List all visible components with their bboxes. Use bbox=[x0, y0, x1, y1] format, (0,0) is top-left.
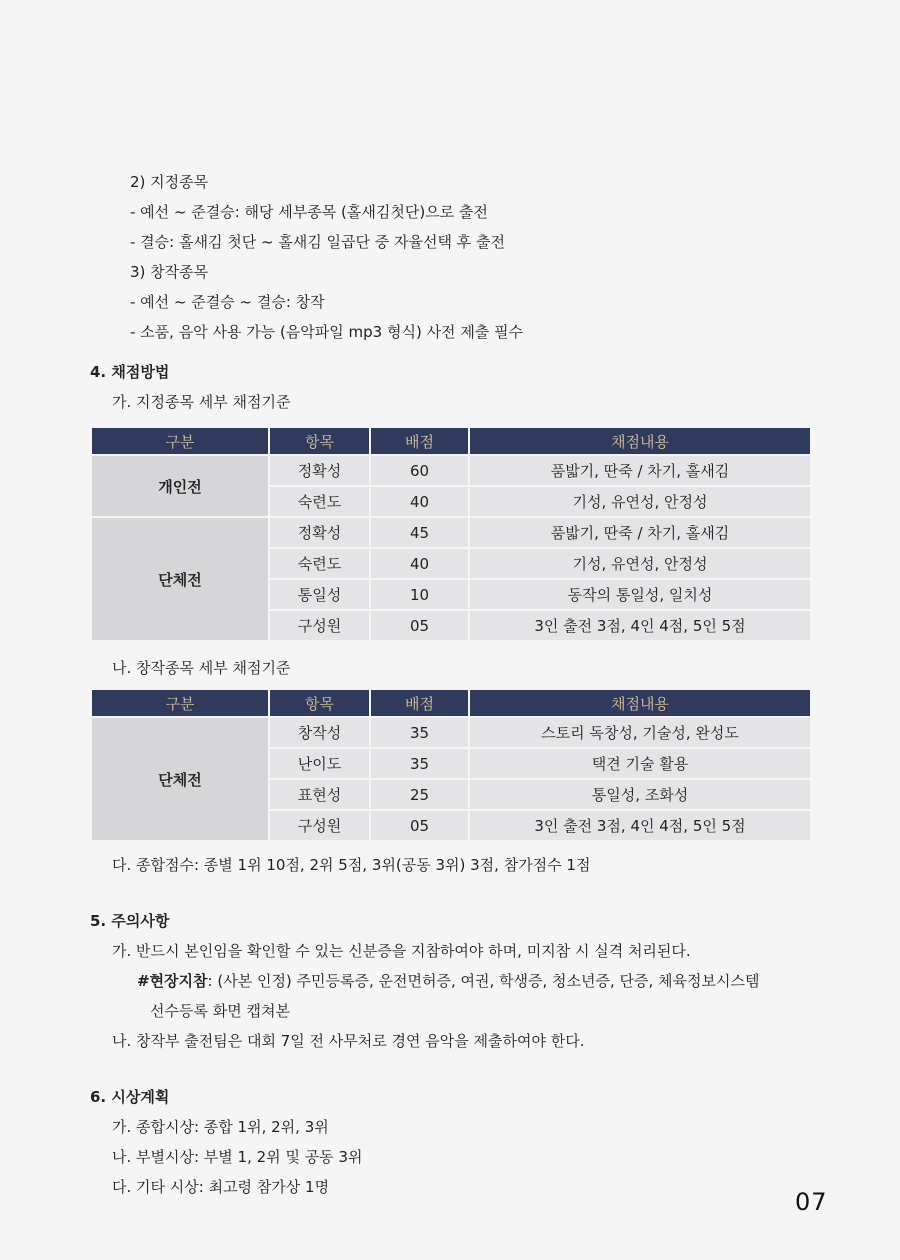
scoring-sub-b: 나. 창작종목 세부 채점기준 bbox=[112, 659, 291, 677]
awards-overall: 가. 종합시상: 종합 1위, 2위, 3위 bbox=[112, 1118, 329, 1136]
row-item: 표현성 bbox=[270, 780, 369, 809]
scoring-heading: 4. 채점방법 bbox=[90, 363, 170, 381]
row-item: 숙련도 bbox=[270, 487, 369, 516]
table-row bbox=[92, 456, 810, 485]
table-row bbox=[92, 518, 810, 547]
row-content: 스토리 독창성, 기술성, 완성도 bbox=[470, 718, 810, 747]
row-score: 05 bbox=[371, 811, 468, 840]
notes-id-requirement: 가. 반드시 본인임을 확인할 수 있는 신분증을 지참하여야 하며, 미지참 시 실격 처리된다. bbox=[112, 942, 691, 960]
header-content: 채점내용 bbox=[470, 428, 810, 454]
notes-onsite-docs bbox=[137, 971, 760, 991]
row-item: 구성원 bbox=[270, 811, 369, 840]
header-category: 구분 bbox=[92, 428, 268, 454]
awards-heading: 6. 시상계획 bbox=[90, 1088, 170, 1106]
row-content: 택견 기술 활용 bbox=[470, 749, 810, 778]
creative-props-rule: - 소품, 음악 사용 가능 (음악파일 mp3 형식) 사전 제출 필수 bbox=[130, 323, 524, 341]
scoring-sub-a: 가. 지정종목 세부 채점기준 bbox=[112, 393, 291, 411]
awards-other: 다. 기타 시상: 최고령 참가상 1명 bbox=[112, 1178, 330, 1196]
header-item: 항목 bbox=[270, 428, 369, 454]
row-content: 품밟기, 딴죽 / 차기, 홀새김 bbox=[470, 456, 810, 485]
row-item: 정확성 bbox=[270, 518, 369, 547]
creative-scoring-table bbox=[90, 688, 812, 842]
row-score: 10 bbox=[371, 580, 468, 609]
table-header-row bbox=[92, 690, 810, 716]
row-item: 숙련도 bbox=[270, 549, 369, 578]
onsite-text: : (사본 인정) 주민등록증, 운전면허증, 여권, 학생증, 청소년증, 단증, 체육정보시스템 bbox=[207, 972, 760, 990]
row-item: 구성원 bbox=[270, 611, 369, 640]
designated-scoring-table bbox=[90, 426, 812, 642]
row-content: 3인 출전 3점, 4인 4점, 5인 5점 bbox=[470, 811, 810, 840]
table-row bbox=[92, 718, 810, 747]
row-item: 정확성 bbox=[270, 456, 369, 485]
row-item: 통일성 bbox=[270, 580, 369, 609]
group-team: 단체전 bbox=[92, 718, 268, 840]
page-number: 07 bbox=[795, 1188, 828, 1216]
row-content: 동작의 통일성, 일치성 bbox=[470, 580, 810, 609]
group-individual: 개인전 bbox=[92, 456, 268, 516]
row-content: 3인 출전 3점, 4인 4점, 5인 5점 bbox=[470, 611, 810, 640]
row-item: 난이도 bbox=[270, 749, 369, 778]
row-score: 60 bbox=[371, 456, 468, 485]
row-score: 05 bbox=[371, 611, 468, 640]
header-score: 배점 bbox=[371, 690, 468, 716]
notes-onsite-docs-cont: 선수등록 화면 캡쳐본 bbox=[150, 1002, 290, 1020]
header-content: 채점내용 bbox=[470, 690, 810, 716]
table-header-row bbox=[92, 428, 810, 454]
group-team: 단체전 bbox=[92, 518, 268, 640]
designated-final-rule: - 결승: 홀새김 첫단 ~ 홀새김 일곱단 중 자율선택 후 출전 bbox=[130, 233, 506, 251]
row-item: 창작성 bbox=[270, 718, 369, 747]
header-category: 구분 bbox=[92, 690, 268, 716]
row-content: 기성, 유연성, 안정성 bbox=[470, 549, 810, 578]
header-score: 배점 bbox=[371, 428, 468, 454]
row-score: 35 bbox=[371, 749, 468, 778]
notes-heading: 5. 주의사항 bbox=[90, 912, 170, 930]
onsite-label: #현장지참 bbox=[137, 972, 208, 990]
row-score: 25 bbox=[371, 780, 468, 809]
row-score: 40 bbox=[371, 549, 468, 578]
section-designated-event: 2) 지정종목 bbox=[130, 173, 209, 191]
row-score: 35 bbox=[371, 718, 468, 747]
header-item: 항목 bbox=[270, 690, 369, 716]
row-score: 45 bbox=[371, 518, 468, 547]
scoring-sub-c: 다. 종합점수: 종별 1위 10점, 2위 5점, 3위(공동 3위) 3점, 참가점수 1점 bbox=[112, 856, 591, 874]
row-content: 기성, 유연성, 안정성 bbox=[470, 487, 810, 516]
row-content: 통일성, 조화성 bbox=[470, 780, 810, 809]
row-score: 40 bbox=[371, 487, 468, 516]
section-creative-event: 3) 창작종목 bbox=[130, 263, 209, 281]
notes-music-submission: 나. 창작부 출전팀은 대회 7일 전 사무처로 경연 음악을 제출하여야 한다. bbox=[112, 1032, 585, 1050]
row-content: 품밟기, 딴죽 / 차기, 홀새김 bbox=[470, 518, 810, 547]
creative-round-rule: - 예선 ~ 준결승 ~ 결승: 창작 bbox=[130, 293, 325, 311]
awards-division: 나. 부별시상: 부별 1, 2위 및 공동 3위 bbox=[112, 1148, 363, 1166]
designated-prelim-rule: - 예선 ~ 준결승: 해당 세부종목 (홀새김첫단)으로 출전 bbox=[130, 203, 488, 221]
